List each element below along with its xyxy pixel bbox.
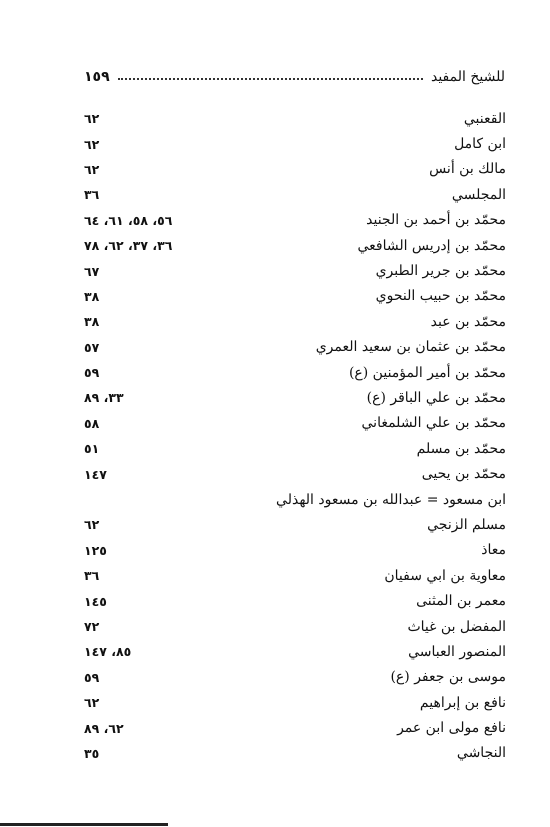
running-header — [84, 66, 505, 88]
index-entry — [84, 665, 506, 690]
index-entry — [84, 411, 506, 436]
index-entry — [84, 461, 506, 486]
entry-name: نافع مولى ابن عمر — [397, 720, 506, 737]
entry-name: موسى بن جعفر (ع) — [390, 669, 506, 686]
index-entry — [84, 335, 506, 360]
entry-name: معاذ — [481, 542, 506, 559]
entry-name: النجاشي — [456, 745, 506, 762]
entry-name: محمّد بن أمير المؤمنين (ع) — [348, 364, 506, 381]
entry-name: نافع بن إبراهيم — [419, 694, 506, 711]
index-entry — [84, 208, 506, 233]
entry-name: مسلم الزنجي — [427, 516, 506, 533]
entry-name: محمّد بن إدريس الشافعي — [357, 237, 506, 254]
entry-pages: ٣٣، ٨٩ — [84, 390, 124, 406]
index-entry — [84, 690, 506, 715]
entry-name: محمّد بن عبد — [430, 313, 506, 330]
footer-rule — [0, 823, 168, 826]
entry-pages: ٣٦ — [84, 568, 100, 584]
entry-name: محمّد بن أحمد بن الجنيد — [366, 212, 506, 229]
index-entry — [84, 538, 506, 563]
entry-name: معاوية بن ابي سفيان — [384, 567, 506, 584]
entry-pages: ٦٢ — [84, 695, 100, 711]
index-entry — [84, 563, 506, 588]
entry-pages: ٥٨ — [84, 415, 100, 431]
entry-name: محمّد بن مسلم — [416, 440, 506, 457]
entry-pages: ٣٦ — [84, 187, 100, 203]
index-entry — [84, 614, 506, 639]
entry-pages: ٥٧ — [84, 339, 100, 355]
entry-name: محمّد بن جرير الطبري — [375, 263, 506, 280]
entry-name: المفضل بن غياث — [407, 618, 506, 635]
entry-pages: ٣٨ — [84, 288, 100, 304]
entry-name: محمّد بن يحيى — [421, 466, 506, 483]
entry-name: محمّد بن علي الشلمغاني — [361, 415, 506, 432]
entry-pages: ٧٢ — [84, 619, 100, 634]
entry-pages: ٥١ — [84, 441, 100, 457]
index-entry — [84, 131, 506, 156]
entry-pages: ٥٩ — [84, 365, 100, 381]
entry-name: مالك بن أنس — [429, 161, 506, 178]
index-entry — [84, 309, 506, 334]
index-entry — [84, 360, 506, 385]
entry-name: المنصور العباسي — [408, 643, 506, 660]
entry-pages: ٦٢، ٨٩ — [84, 720, 124, 736]
entry-name: محمّد بن عثمان بن سعيد العمري — [315, 339, 506, 356]
entry-pages: ٣٨ — [84, 314, 100, 330]
entry-pages: ٣٥ — [84, 745, 100, 761]
index-entry — [84, 182, 506, 207]
entry-pages: ٦٢ — [84, 136, 100, 152]
index-entry — [84, 157, 506, 182]
index-list — [84, 106, 506, 766]
index-entry — [84, 436, 506, 461]
running-title: للشيخ المفيد — [430, 69, 505, 85]
entry-name: محمّد بن حبيب النحوي — [375, 288, 506, 305]
entry-pages: ٦٧ — [84, 263, 100, 279]
index-entry — [84, 284, 506, 309]
entry-name: محمّد بن علي الباقر (ع) — [366, 389, 506, 406]
entry-pages: ٦٢ — [84, 111, 100, 127]
entry-pages: ٣٦، ٣٧، ٦٢، ٧٨ — [84, 238, 173, 254]
entry-name: ابن كامل — [454, 136, 506, 153]
index-entry — [84, 487, 506, 512]
index-entry — [84, 233, 506, 258]
index-entry — [84, 512, 506, 537]
entry-pages: ٥٩ — [84, 669, 100, 685]
page-number: ١٥٩ — [84, 69, 110, 85]
leader-dots — [118, 78, 423, 80]
entry-pages: ١٢٥ — [84, 542, 107, 558]
index-entry — [84, 741, 506, 766]
index-entry — [84, 258, 506, 283]
entry-name: القعنبي — [463, 110, 506, 127]
index-entry — [84, 715, 506, 740]
entry-pages: ٨٥، ١٤٧ — [84, 644, 132, 660]
entry-name: معمر بن المثنى — [416, 593, 506, 610]
entry-pages: ١٤٧ — [84, 466, 107, 482]
index-entry — [84, 106, 506, 131]
index-entry — [84, 385, 506, 410]
index-entry — [84, 639, 506, 664]
entry-name: ابن مسعود = عبدالله بن مسعود الهذلي — [276, 491, 506, 508]
entry-pages: ٦٢ — [84, 161, 100, 177]
index-entry — [84, 588, 506, 613]
entry-pages: ١٤٥ — [84, 593, 107, 609]
entry-pages: ٥٦، ٥٨، ٦١، ٦٤ — [84, 212, 173, 228]
entry-name: المجلسي — [451, 186, 506, 203]
entry-pages: ٦٢ — [84, 517, 100, 533]
